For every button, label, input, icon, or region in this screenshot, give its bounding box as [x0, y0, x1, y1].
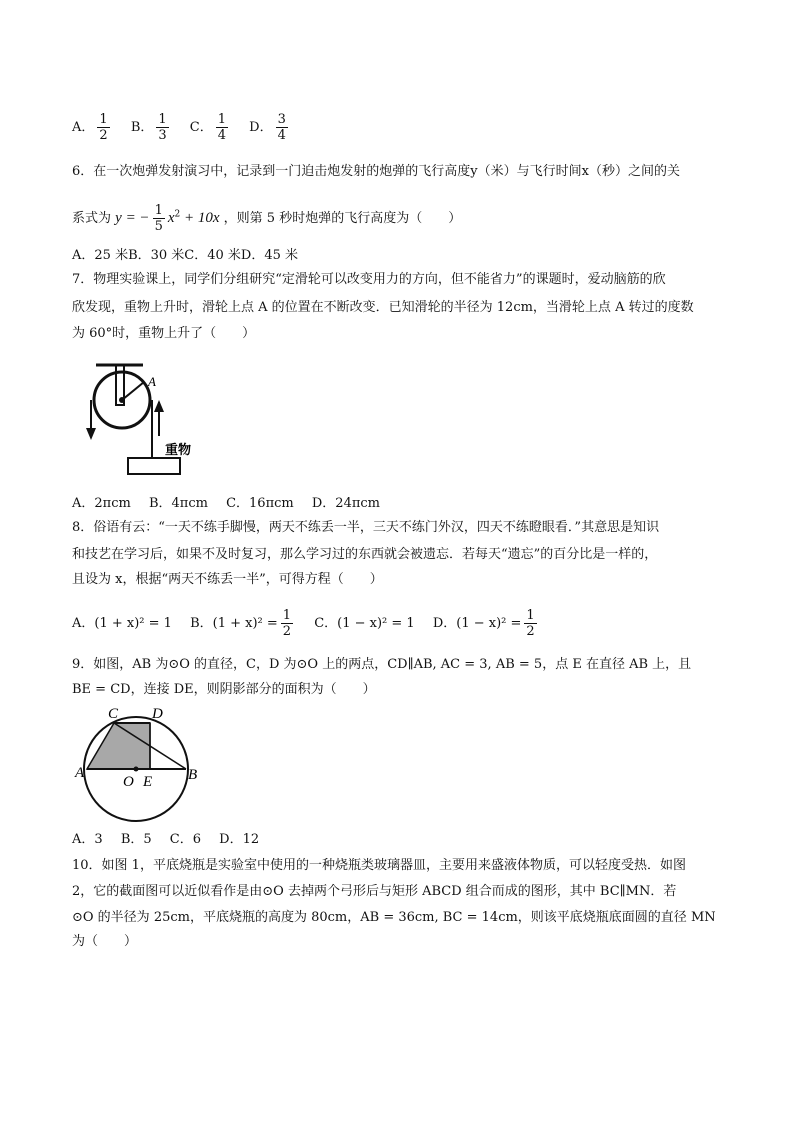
q9-option-a: A．3 [72, 832, 103, 847]
q5-options [72, 112, 305, 143]
circle-label-b: B [188, 767, 198, 783]
q9-text-line1: 9．如图，AB 为⊙O 的直径，C，D 为⊙O 上的两点，CD∥AB, AC = 3, AB = 5，点 E 在直径 AB 上，且 [72, 657, 692, 672]
q7-text-line1: 7．物理实验课上，同学们分组研究“定滑轮可以改变用力的方向，但不能省力”的课题时，爱动脑筋的欣 [72, 272, 666, 287]
q10-text-line3: ⊙O 的半径为 25cm，平底烧瓶的高度为 80cm，AB = 36cm, BC = 14cm，则该平底烧瓶底面圆的直径 MN [72, 910, 716, 925]
q8-options [72, 608, 554, 639]
q8-option-c: C．(1 − x)² = 1 [314, 616, 415, 631]
q8-text-line2: 和技艺在学习后，如果不及时复习，那么学习过的东西就会被遗忘．若每天“遗忘”的百分比是一样的， [72, 547, 658, 562]
q8-text-line3: 且设为 x，根据“两天不练丢一半”，可得方程（ ） [72, 572, 383, 587]
pulley-figure [76, 356, 206, 480]
q9-text-line2: BE = CD，连接 DE，则阴影部分的面积为（ ） [72, 682, 376, 697]
q9-option-d: D．12 [219, 832, 260, 847]
q5-option-b: B． $\frac{1}{3}$ [130, 112, 167, 143]
q7-option-d: D．24πcm [311, 496, 380, 511]
q5-option-c: C． $\frac{1}{4}$ [189, 112, 227, 143]
q7-options [72, 494, 394, 514]
q8-option-b: B．(1 + x)² = $\frac{1}{2}$ [190, 608, 292, 639]
q6-text-line1: 6．在一次炮弹发射演习中，记录到一门迫击炮发射的炮弹的飞行高度y（米）与飞行时间x（秒）之间的关 [72, 164, 680, 179]
q5-option-a: A． $\frac{1}{2}$ [72, 112, 108, 143]
q9-option-b: B．5 [120, 832, 152, 847]
q10-text-line2: 2，它的截面图可以近似看作是由⊙O 去掉两个弓形后与矩形 ABCD 组合而成的图形，其中 BC∥MN．若 [72, 884, 677, 899]
circle-label-a: A [75, 765, 85, 781]
q6-text-line2: 系式为 y = − $\frac{1}{5}$ $x^2 + 10x$ ，则第 5 秒时炮弹的飞行高度为（ ） [72, 203, 462, 234]
q7-option-c: C．16πcm [226, 496, 294, 511]
q7-text-line2: 欣发现，重物上升时，滑轮上点 A 的位置在不断改变．已知滑轮的半径为 12cm，当滑轮上点 A 转过的度数 [72, 300, 694, 315]
q10-text-line1: 10．如图 1，平底烧瓶是实验室中使用的一种烧瓶类玻璃器皿，主要用来盛液体物质，可以轻度受热．如图 [72, 858, 686, 873]
q8-option-a: A．(1 + x)² = 1 [72, 616, 172, 631]
circle-label-c: C [108, 706, 119, 722]
q8-option-d: D．(1 − x)² = $\frac{1}{2}$ [432, 608, 535, 639]
q5-option-d: D． $\frac{3}{4}$ [249, 112, 286, 143]
circle-label-d: D [152, 706, 163, 722]
q8-text-line1: 8．俗语有云：“一天不练手脚慢，两天不练丢一半，三天不练门外汉，四天不练瞪眼看．”其意思是知识 [72, 520, 660, 535]
q10-text-line4: 为（ ） [72, 934, 138, 949]
circle-label-e: E [143, 774, 153, 790]
pulley-label-a: A [148, 374, 156, 389]
q9-option-c: C．6 [169, 832, 201, 847]
q7-option-b: B．4πcm [148, 496, 208, 511]
q6-options: A．25 米B．30 米C．40 米D．45 米 [72, 248, 299, 263]
pulley-label-weight: 重物 [165, 443, 192, 458]
q9-options [72, 830, 273, 850]
q7-option-a: A．2πcm [72, 496, 131, 511]
circle-figure [72, 704, 212, 822]
circle-label-o: O [123, 774, 134, 790]
q7-text-line3: 为 60°时，重物上升了（ ） [72, 326, 256, 341]
